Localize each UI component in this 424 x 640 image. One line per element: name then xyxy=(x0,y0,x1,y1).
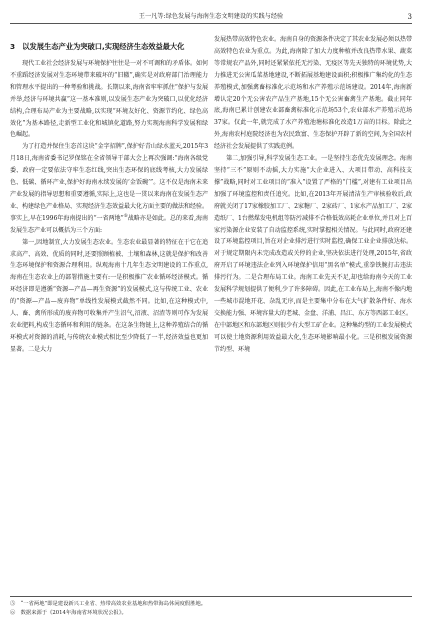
running-title: 王一凡等:绿色发展与海南生态文明建设的实践与经验 xyxy=(138,13,284,20)
footnotes xyxy=(10,596,412,618)
body-paragraph: 现代工业社会经济发展与环境保护往往是一对不可调和的矛盾体。如何不重蹈经济发展对生态环境带来破坏的“旧辙”,确实是对政府部门治理能力和管理水平提出的一种考验和挑战。长期以来,海南省牢牢抓住“保护与发展并举,经济与环境共赢”这一基本准则,以发展生态产业为突破口,以优化经济结构,合理布局产业为主要战略,以实现“环境友好化、资源节约化、绿色高效化”为基本路径,走新型工业化和城镇化道路,努力实现海南科学发展和绿色崛起。 xyxy=(10,60,208,139)
left-column xyxy=(10,34,208,356)
body-paragraph: 发展热带高效特色农业。海南自身的资源条件决定了其农业发展必须以热带高效特色农业为重点。为此,海南除了加大力度种植并改良热带水果、蔬菜等常规农产品外,同时还紧紧依托无污染、无疫区等先天独特的环境优势,大力推进无公害瓜菜基地建设,不断拓展基地建设面积;积极推广集约化的生态养殖模式,加强禽畜标准化示范场和水产养殖示范场建设。2014年,海南新增认定20个无公害农产品生产基地,15个无公害畜禽生产基地。截止同年底,海南已累计创建农业部畜禽标准化示范场53个,农业部水产养殖示范场37家。仅此一年,就完成了水产养殖池塘标准化改造1万亩的目标。除此之外,海南农村庭院经济也为农民致富、生态保护开辟了新的空间,为全国农村经济社会发展提供了实践范例。 xyxy=(214,36,412,151)
paragraph-text: 为了打造并保住生态首这块“金字招牌”,保护好青山绿水蓝天,2015年3月18日,海南省委书记罗保铭在全省领导干部大会上再次强调:“海南各级党委、政府一定要依法守牢生态红线,突出生态环保的底线考核,大力发展绿色、低碳、循环产业,保护好海南永续发展的‘金饭碗’”。这不仅是海南未来产业发展的指导思想和重要遵循,实际上,这也是一贯以来海南在发展生态产业、构建绿色产业格局、实现经济生态效益最大化方面主要的做法和经验。事实上,早在1996年海南提出的“一省两地” xyxy=(10,143,208,222)
right-column xyxy=(214,34,412,355)
section-heading: 3 以发展生态产业为突破口,实现经济生态效益最大化 xyxy=(10,42,185,51)
body-paragraph: 第一,因地制宜,大力发展生态农业。生态农业最显著的特征在于它在追求高产、高效、优质的同时,还要照顾植被、土壤和森林,这就是保护和改善生态环境保护和资源合理利用。纵观海南十几年生态文明建设的工作重点,海南在生态农业上的部署措施主要有:一是积极推广农业循环经济模式。循环经济即是遵循“资源—产品—再生资源”的发展模式,这与传统工业、农业的“资源—产品—废弃物”单线性发展模式截然不同。比如,在这种模式中,人、畜、禽所形成的废弃物可收集并产生沼气,沼液、沼渣等则可作为发展农业肥料,构成生态循环和利用的链条。在这条生物链上,这种养殖结合的循环模式对资源的消耗,与传统农业模式相比至少降低了一半,经济效益也更加显著。二是大力 xyxy=(10,238,208,353)
body-paragraph: 第二,加强引导,科学发展生态工业。一是坚持生态优先发展理念。海南坚持“三不”原则不动摇,大力实施“大企业进入、大项目带动、高科技支撑”战略,同时对工业项目的“准入”设置了严格的“门槛”,对建有工业项目出加强了环境监控和责任追究。比如,在2013年开展清洁生产审核验收后,政府就关闭了17家橡胶加工厂、2家糖厂、2家砖厂、1家水产品加工厂、2家造纸厂、1台燃煤发电机组等防污减排不合格低效高耗企业单位,并且对上百家污染源企业安装了自动监控系统,实时掌握相关情况。与此同时,政府还建设了环境监控项目,旨在对企业排污进行实时监控,确保工业企业排放达标。对于规定期限内未完成改造或关停的企业,坚决依法进行处理,2015年,省政府开启了环境违法企业列入环境保护信用“黑名单”模式,重拳铁腕打击违法排污行为。二是合理布局工业。海南工业先天不足,却也给海南今天的工业发展科学规划提供了便利,少了许多障碍。因此,在工业布局上,海南不像内地一些城市混地开花、杂乱无序,而是主要集中分布在大气扩散条件好、海水交换能力强、环境容量大的老城、金盘、洋浦、昌江、东方等西部工业区。在中部地区和东部地区则很少有大型工矿企业。这种集约型的工业发展模式可以使土地资源利用效益最大化,生态环境影响最小化。三是积极发展资源节约型、环境 xyxy=(214,155,412,353)
page-number: 3 xyxy=(407,13,412,21)
body-paragraph xyxy=(10,141,208,236)
running-header xyxy=(10,10,412,24)
paragraph-text: 战略亦是如此。总的来看,海南发展生态产业可以概括为三个方面: xyxy=(10,214,208,234)
footnote-marker: ⑤ xyxy=(123,213,128,219)
footnote: ⑤ “一省两地”即是建设新兴工业省、热带高效农业基地和热带海岛休闲度假胜地。 xyxy=(10,601,207,607)
footnote: ⑥ 数据来源于《2014年海南省环境状况公报》。 xyxy=(10,609,127,616)
